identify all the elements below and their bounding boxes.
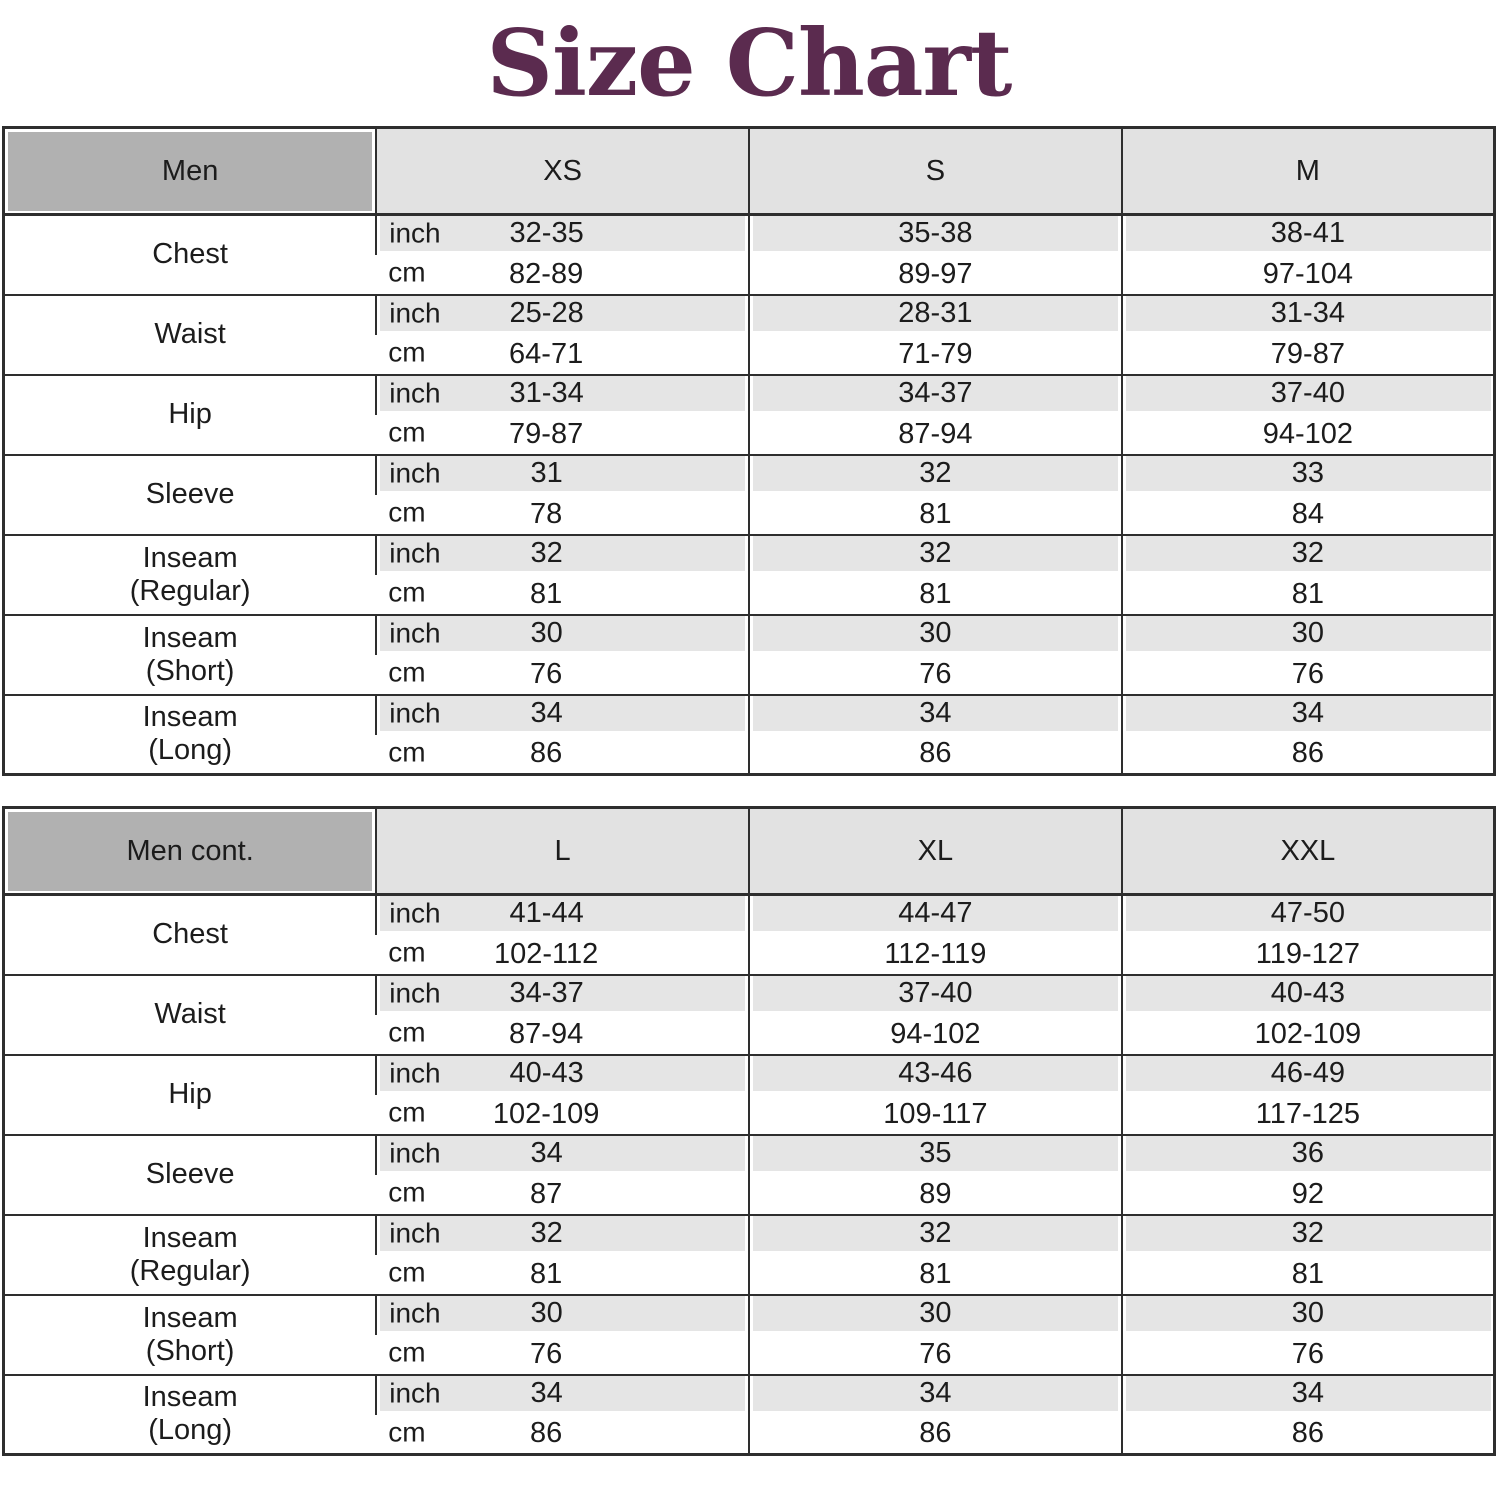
- measurement-label: Chest: [152, 918, 228, 951]
- value-cell: 94-102: [1122, 415, 1495, 455]
- value-cell: 31-34: [1122, 295, 1495, 335]
- table-row: [4, 615, 1495, 655]
- size-header-m: M: [1122, 128, 1495, 215]
- measurement-sublabel: (Regular): [129, 1254, 251, 1287]
- value-cell: 32: [1122, 1215, 1495, 1255]
- value-cell: 46-49: [1122, 1055, 1495, 1095]
- size-header-xs: XS: [376, 128, 749, 215]
- measurement-label-cell: [4, 535, 377, 615]
- unit-label: cm: [388, 1416, 426, 1448]
- measurement-label: Inseam: [142, 1221, 238, 1254]
- measurement-label: Inseam: [142, 621, 238, 654]
- value-cell: cm 102-109: [388, 1096, 600, 1130]
- value-cell: 89-97: [749, 255, 1122, 295]
- value-cell: 30: [749, 615, 1122, 655]
- measurement-label-cell: [4, 895, 377, 975]
- table-row: [4, 1215, 1495, 1255]
- unit-label: cm: [388, 936, 426, 968]
- value-cell: 119-127: [1122, 935, 1495, 975]
- value-cell: cm 81: [388, 576, 563, 610]
- value-cell: 86: [1122, 735, 1495, 775]
- unit-label: inch: [389, 297, 441, 329]
- measurement-label: Inseam: [142, 701, 238, 734]
- measurement-label: Waist: [154, 318, 226, 350]
- measurement-label-cell: [4, 1215, 377, 1295]
- value-cell: 71-79: [749, 335, 1122, 375]
- value-cell: inch 34-37: [376, 975, 749, 1015]
- unit-label: inch: [389, 977, 441, 1009]
- value-cell: 81: [749, 1255, 1122, 1295]
- value-cell: 43-46: [749, 1055, 1122, 1095]
- measurement-label-cell: [4, 695, 377, 775]
- measurement-label-cell: [4, 1295, 377, 1375]
- table-row: [4, 695, 1495, 735]
- value-cell: cm 79-87: [388, 416, 584, 450]
- value-cell: 34: [1122, 695, 1495, 735]
- table-header-row: [4, 808, 1495, 895]
- unit-label: inch: [389, 217, 441, 249]
- unit-label: inch: [389, 1137, 441, 1169]
- value-cell: cm 81: [388, 1256, 563, 1290]
- measurement-label-cell: [4, 215, 377, 295]
- value-cell: cm 102-112: [388, 936, 599, 970]
- value-cell: 32: [749, 1215, 1122, 1255]
- size-header-xxl: XXL: [1122, 808, 1495, 895]
- measurement-sublabel: (Long): [148, 734, 233, 767]
- unit-label: cm: [388, 576, 426, 608]
- value-cell: 97-104: [1122, 255, 1495, 295]
- value-cell: 81: [749, 575, 1122, 615]
- value-cell: cm 87-94: [388, 1016, 584, 1050]
- size-header-xl: XL: [749, 808, 1122, 895]
- measurement-label-cell: [4, 295, 377, 375]
- unit-label: cm: [388, 1176, 426, 1208]
- value-cell: 33: [1122, 455, 1495, 495]
- value-cell: 76: [1122, 655, 1495, 695]
- corner-header-cell: Men cont.: [4, 808, 377, 895]
- value-cell: 117-125: [1122, 1095, 1495, 1135]
- value-cell: 38-41: [1122, 215, 1495, 255]
- unit-label: cm: [388, 1016, 426, 1048]
- measurement-label: Waist: [154, 998, 226, 1030]
- measurement-sublabel: (Regular): [129, 574, 251, 607]
- value-cell: 36: [1122, 1135, 1495, 1175]
- value-cell: 86: [1122, 1415, 1495, 1455]
- corner-header-cell: Men: [4, 128, 377, 215]
- page-title: Size Chart: [486, 9, 1012, 117]
- measurement-label-cell: [4, 615, 377, 695]
- table-row: [4, 215, 1495, 255]
- value-cell: inch 34: [376, 1375, 749, 1415]
- table-row: [4, 1375, 1495, 1415]
- table-header-row: [4, 128, 1495, 215]
- table-row: [4, 455, 1495, 495]
- unit-label: inch: [389, 617, 441, 649]
- value-cell: 76: [1122, 1335, 1495, 1375]
- unit-label: cm: [388, 256, 426, 288]
- value-cell: 32: [1122, 535, 1495, 575]
- table-row: [4, 895, 1495, 935]
- title-bar: [0, 0, 1498, 126]
- value-cell: 37-40: [1122, 375, 1495, 415]
- measurement-sublabel: (Short): [145, 654, 235, 687]
- value-cell: 35-38: [749, 215, 1122, 255]
- value-cell: 86: [749, 1415, 1122, 1455]
- unit-label: cm: [388, 656, 426, 688]
- unit-label: cm: [388, 736, 426, 768]
- measurement-label: Inseam: [142, 541, 238, 574]
- value-cell: 30: [1122, 1295, 1495, 1335]
- value-cell: 47-50: [1122, 895, 1495, 935]
- value-cell: 94-102: [749, 1015, 1122, 1055]
- value-cell: 86: [749, 735, 1122, 775]
- table-row: [4, 975, 1495, 1015]
- unit-label: inch: [389, 537, 441, 569]
- value-cell: 79-87: [1122, 335, 1495, 375]
- measurement-label-cell: [4, 975, 377, 1055]
- value-cell: 32: [749, 535, 1122, 575]
- value-cell: inch 34: [376, 695, 749, 735]
- value-cell: 92: [1122, 1175, 1495, 1215]
- value-cell: 40-43: [1122, 975, 1495, 1015]
- measurement-label: Sleeve: [145, 1158, 235, 1190]
- value-cell: 34: [749, 695, 1122, 735]
- men-cont-size-table: [2, 806, 1496, 1456]
- value-cell: 81: [1122, 575, 1495, 615]
- value-cell: 35: [749, 1135, 1122, 1175]
- value-cell: inch 30: [376, 1295, 749, 1335]
- value-cell: 37-40: [749, 975, 1122, 1015]
- measurement-sublabel: (Short): [145, 1334, 235, 1367]
- value-cell: cm 76: [388, 1336, 563, 1370]
- table-row: [4, 535, 1495, 575]
- measurement-label-cell: [4, 375, 377, 455]
- unit-label: inch: [389, 897, 441, 929]
- value-cell: inch 32-35: [376, 215, 749, 255]
- unit-label: cm: [388, 496, 426, 528]
- value-cell: inch 32: [376, 535, 749, 575]
- value-cell: 32: [749, 455, 1122, 495]
- measurement-label-cell: [4, 455, 377, 535]
- value-cell: 112-119: [749, 935, 1122, 975]
- value-cell: 34: [749, 1375, 1122, 1415]
- value-cell: cm 76: [388, 656, 563, 690]
- unit-label: inch: [389, 1057, 441, 1089]
- value-cell: cm 78: [388, 496, 563, 530]
- value-cell: 34: [1122, 1375, 1495, 1415]
- unit-label: inch: [389, 1297, 441, 1329]
- measurement-label: Hip: [168, 398, 212, 430]
- value-cell: inch 41-44: [376, 895, 749, 935]
- size-header-s: S: [749, 128, 1122, 215]
- value-cell: cm 82-89: [388, 256, 584, 290]
- measurement-label: Sleeve: [145, 478, 235, 510]
- unit-label: inch: [389, 457, 441, 489]
- measurement-label: Inseam: [142, 1301, 238, 1334]
- value-cell: 109-117: [749, 1095, 1122, 1135]
- value-cell: cm 86: [388, 1416, 563, 1450]
- unit-label: inch: [389, 697, 441, 729]
- measurement-label-cell: [4, 1055, 377, 1135]
- measurement-label: Chest: [152, 238, 228, 271]
- measurement-sublabel: (Long): [148, 1414, 233, 1447]
- measurement-label-cell: [4, 1135, 377, 1215]
- unit-label: cm: [388, 1336, 426, 1368]
- unit-label: cm: [388, 1256, 426, 1288]
- table-row: [4, 1295, 1495, 1335]
- value-cell: 87-94: [749, 415, 1122, 455]
- value-cell: cm 87: [388, 1176, 563, 1210]
- value-cell: 84: [1122, 495, 1495, 535]
- value-cell: 30: [1122, 615, 1495, 655]
- value-cell: 89: [749, 1175, 1122, 1215]
- men-size-table: [2, 126, 1496, 776]
- measurement-label-cell: [4, 1375, 377, 1455]
- value-cell: 76: [749, 1335, 1122, 1375]
- value-cell: cm 64-71: [388, 336, 584, 370]
- table-row: [4, 295, 1495, 335]
- value-cell: inch 34: [376, 1135, 749, 1175]
- value-cell: 81: [749, 495, 1122, 535]
- value-cell: 76: [749, 655, 1122, 695]
- value-cell: inch 31-34: [376, 375, 749, 415]
- value-cell: 44-47: [749, 895, 1122, 935]
- value-cell: inch 31: [376, 455, 749, 495]
- unit-label: inch: [389, 1217, 441, 1249]
- size-header-l: L: [376, 808, 749, 895]
- value-cell: inch 40-43: [376, 1055, 749, 1095]
- value-cell: inch 30: [376, 615, 749, 655]
- unit-label: cm: [388, 1096, 426, 1128]
- value-cell: 30: [749, 1295, 1122, 1335]
- value-cell: inch 25-28: [376, 295, 749, 335]
- measurement-label: Hip: [168, 1078, 212, 1110]
- unit-label: inch: [389, 1377, 441, 1409]
- measurement-label: Inseam: [142, 1381, 238, 1414]
- table-row: [4, 1135, 1495, 1175]
- unit-label: cm: [388, 416, 426, 448]
- unit-label: inch: [389, 377, 441, 409]
- value-cell: 81: [1122, 1255, 1495, 1295]
- table-row: [4, 375, 1495, 415]
- value-cell: inch 32: [376, 1215, 749, 1255]
- table-row: [4, 1055, 1495, 1095]
- unit-label: cm: [388, 336, 426, 368]
- value-cell: 28-31: [749, 295, 1122, 335]
- value-cell: cm 86: [388, 736, 563, 770]
- value-cell: 34-37: [749, 375, 1122, 415]
- value-cell: 102-109: [1122, 1015, 1495, 1055]
